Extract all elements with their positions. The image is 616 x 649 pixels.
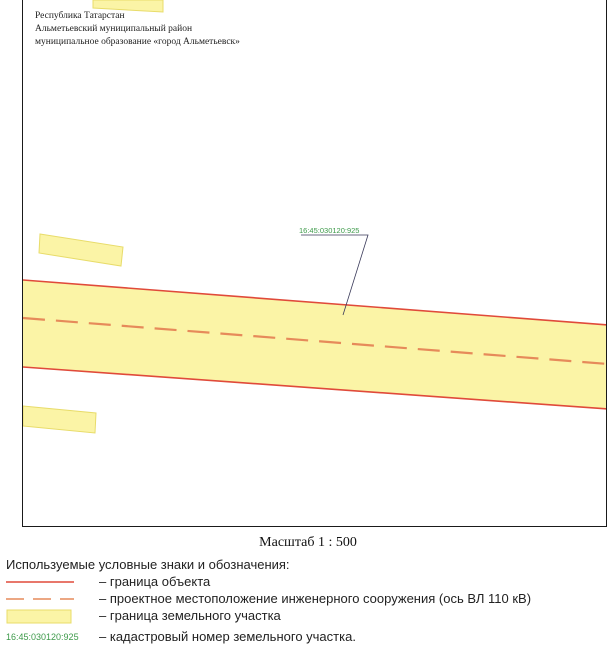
parcel-left-upper	[39, 234, 123, 266]
legend-item-object-boundary	[0, 573, 616, 591]
admin-line-district: Альметьевский муниципальный район	[35, 24, 193, 34]
yellow-parcel-icon	[6, 607, 76, 625]
admin-line-municipality: муниципальное образование «город Альметьевск»	[35, 37, 240, 47]
cadastral-sample-icon: 16:45:030120:925	[6, 632, 79, 642]
legend-text-power-line-axis: – проектное местоположение инженерного сооружения (ось ВЛ 110 кВ)	[99, 591, 532, 606]
parcel-left-lower	[23, 406, 96, 433]
legend-text-parcel: – граница земельного участка	[99, 608, 281, 623]
map-canvas	[23, 0, 607, 527]
corridor-parcel	[23, 280, 607, 409]
map-frame[interactable]	[22, 0, 607, 527]
legend-item-power-line-axis	[0, 590, 616, 608]
cadastral-number-label: 16:45:030120:925	[299, 226, 360, 235]
solid-red-line-icon	[6, 573, 76, 591]
legend-text-object-boundary: – граница объекта	[99, 574, 211, 589]
scale-label: Масштаб 1 : 500	[259, 535, 357, 550]
admin-header	[35, 10, 240, 49]
legend-text-cadastral-number: – кадастровый номер земельного участка.	[99, 629, 356, 644]
dashed-red-line-icon	[6, 590, 76, 608]
legend-title: Используемые условные знаки и обозначения:	[6, 557, 290, 572]
admin-line-republic: Республика Татарстан	[35, 11, 125, 21]
legend-item-parcel	[0, 607, 616, 625]
legend-item-cadastral-number	[0, 628, 616, 646]
